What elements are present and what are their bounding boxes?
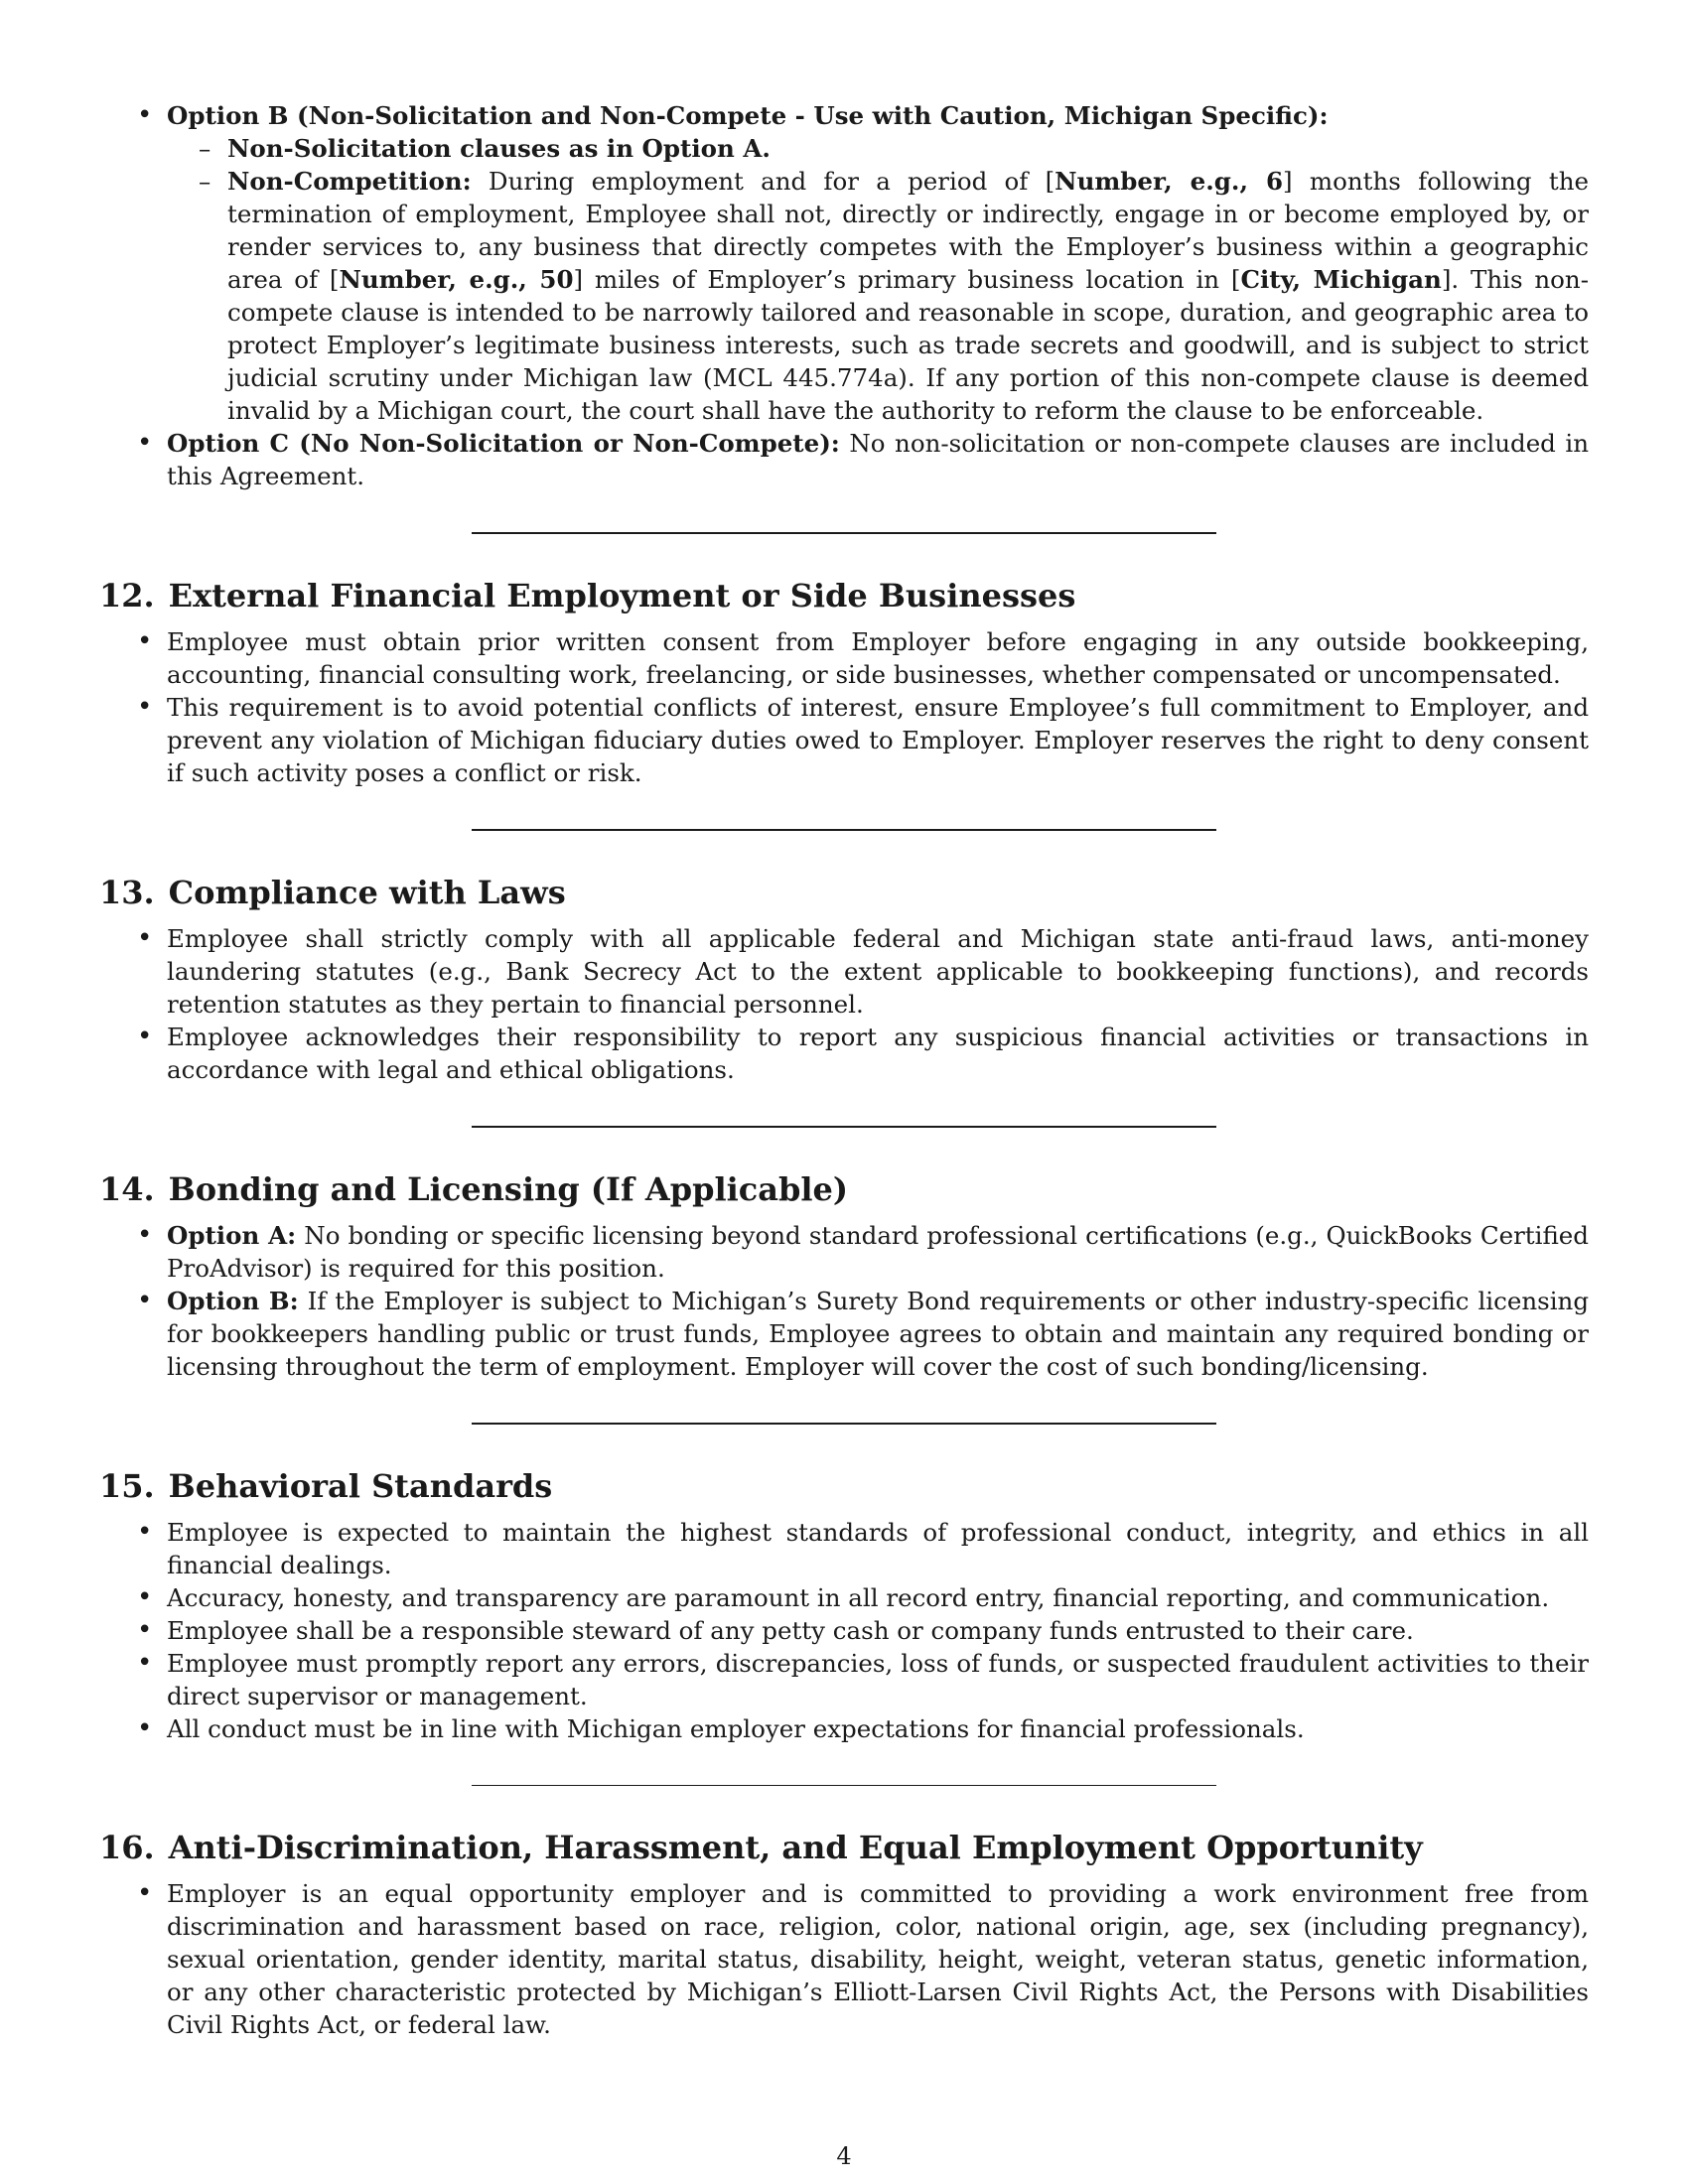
option-b-item (99, 99, 1589, 427)
non-competition-text-1: During employment and for a period of [ (471, 167, 1055, 196)
miles-placeholder: Number, e.g., 50 (339, 265, 574, 294)
section-16-heading (99, 1828, 1589, 1867)
section-title: Anti-Discrimination, Harassment, and Equal Employment Opportunity (168, 1829, 1423, 1866)
list-item: • Employee is expected to maintain the highest standards of professional conduct, integrity, and ethics in all financial dealings. (99, 1516, 1589, 1581)
section-divider (472, 1126, 1216, 1128)
option-c-label: Option C (No Non-Solicitation or Non-Compete): (167, 429, 840, 458)
page-number: 4 (836, 2142, 852, 2170)
list-item: • Employer is an equal opportunity employer and is committed to providing a work environment free from discrimination and harassment based on race, religion, color, national origin, age, sex (including pregnancy), sexual orientation, gender identity, marital status, disability, height, weight, veteran status, genetic information, or any other characteristic protected by Michigan’s Elliott-Larsen Civil Rights Act, the Persons with Disabilities Civil Rights Act, or federal law. (99, 1877, 1589, 2041)
section-number: 15. (99, 1467, 155, 1505)
section-title: Compliance with Laws (168, 874, 566, 911)
section-16-list (99, 1877, 1589, 2041)
section-number: 16. (99, 1829, 155, 1866)
section-title: External Financial Employment or Side Businesses (168, 577, 1076, 614)
non-competition-label: Non-Competition: (227, 167, 472, 196)
section-13-list (99, 922, 1589, 1086)
option-a-text: No bonding or specific licensing beyond standard professional certifications (e.g., QuickBooks Certified ProAdvisor) is required for this position. (167, 1221, 1589, 1283)
section-title: Bonding and Licensing (If Applicable) (168, 1170, 849, 1208)
non-solicitation-text: Non-Solicitation clauses as in Option A. (227, 134, 771, 163)
section-12-list (99, 625, 1589, 789)
list-item: • Employee must obtain prior written consent from Employer before engaging in any outside bookkeeping, accounting, financial consulting work, freelancing, or side businesses, whether compensated or uncompensated. (99, 625, 1589, 691)
options-list (99, 99, 1589, 492)
list-item: • Employee shall strictly comply with all applicable federal and Michigan state anti-fraud laws, anti-money laundering statutes (e.g., Bank Secrecy Act to the extent applicable to bookkeeping functions), and records retention statutes as they pertain to financial personnel. (99, 922, 1589, 1021)
section-divider (472, 1423, 1216, 1425)
city-placeholder: City, Michigan (1240, 265, 1442, 294)
list-item: • Accuracy, honesty, and transparency are paramount in all record entry, financial reporting, and communication. (99, 1581, 1589, 1614)
list-item (99, 1285, 1589, 1383)
option-c-item (99, 427, 1589, 492)
section-divider (472, 829, 1216, 831)
list-item: • All conduct must be in line with Michigan employer expectations for financial professionals. (99, 1712, 1589, 1745)
option-b-sublist (167, 132, 1589, 427)
section-14-list (99, 1219, 1589, 1383)
section-divider (472, 1785, 1216, 1786)
section-divider (472, 532, 1216, 534)
option-b-label: Option B (Non-Solicitation and Non-Compete - Use with Caution, Michigan Specific): (167, 101, 1329, 130)
months-placeholder: Number, e.g., 6 (1055, 167, 1284, 196)
list-item: • Employee must promptly report any errors, discrepancies, loss of funds, or suspected fraudulent activities to their direct supervisor or management. (99, 1647, 1589, 1712)
option-b-label: Option B: (167, 1287, 299, 1315)
list-item: • Employee acknowledges their responsibility to report any suspicious financial activities or transactions in accordance with legal and ethical obligations. (99, 1021, 1589, 1086)
section-title: Behavioral Standards (168, 1467, 553, 1505)
non-competition-text-3: ] miles of Employer’s primary business location in [ (573, 265, 1241, 294)
section-12-heading (99, 576, 1589, 615)
list-item: • Employee shall be a responsible steward of any petty cash or company funds entrusted to their care. (99, 1614, 1589, 1647)
non-solicitation-subitem (167, 132, 1589, 165)
list-item: • This requirement is to avoid potential conflicts of interest, ensure Employee’s full commitment to Employer, and prevent any violation of Michigan fiduciary duties owed to Employer. Employer reserves the right to deny consent if such activity poses a conflict or risk. (99, 691, 1589, 789)
section-number: 13. (99, 874, 155, 911)
non-competition-subitem (167, 165, 1589, 427)
section-13-heading (99, 873, 1589, 912)
option-a-label: Option A: (167, 1221, 297, 1250)
section-15-heading (99, 1466, 1589, 1506)
section-number: 14. (99, 1170, 155, 1208)
section-14-heading (99, 1169, 1589, 1209)
non-competition-text-2: ] months following the termination of employment, Employee shall not, directly or indirectly, engage in or become employed by, or render services to, any business that directly competes with the Employer’s business within a geographic area of [ (227, 167, 1589, 294)
section-15-list (99, 1516, 1589, 1745)
section-number: 12. (99, 577, 155, 614)
list-item (99, 1219, 1589, 1285)
option-b-text: If the Employer is subject to Michigan’s Surety Bond requirements or other industry-specific licensing for bookkeepers handling public or trust funds, Employee agrees to obtain and maintain any required bonding or licensing throughout the term of employment. Employer will cover the cost of such bonding/licensing. (167, 1287, 1589, 1381)
option-c-text: No non-solicitation or non-compete clauses are included in this Agreement. (167, 429, 1589, 490)
non-competition-text-4: ]. This non-compete clause is intended to be narrowly tailored and reasonable in scope, duration, and geographic area to protect Employer’s legitimate business interests, such as trade secrets and goodwill, and is subject to strict judicial scrutiny under Michigan law (MCL 445.774a). If any portion of this non-compete clause is deemed invalid by a Michigan court, the court shall have the authority to reform the clause to be enforceable. (227, 265, 1589, 425)
document-page (99, 99, 1589, 2041)
